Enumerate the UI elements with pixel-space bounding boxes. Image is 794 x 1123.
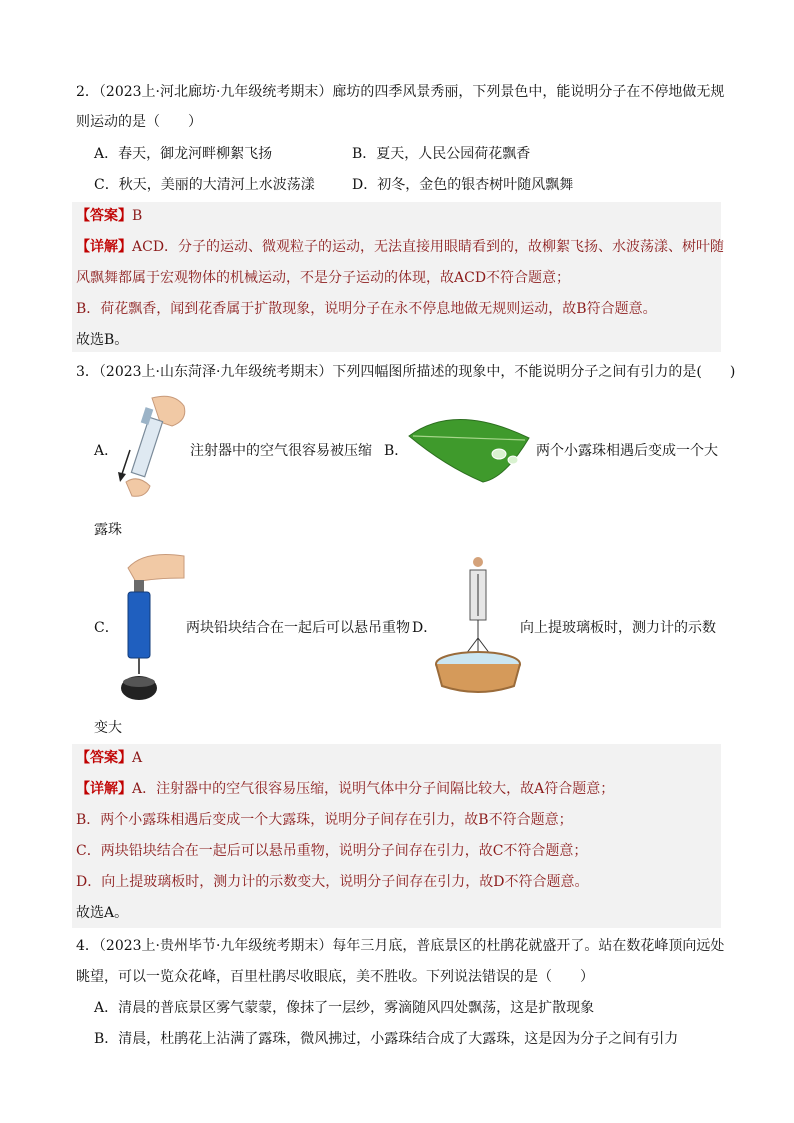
q2-answer-line — [76, 206, 718, 226]
q3-option-d-cont: 变大 — [94, 720, 122, 736]
q4-option-a: A．清晨的普底景区雾气蒙蒙，像抹了一层纱，雾滴随风四处飘荡，这是扩散现象 — [94, 1000, 595, 1016]
q2-stem-line2: 则运动的是（ ） — [76, 114, 202, 130]
syringe-figure — [112, 392, 190, 504]
q3-conclusion: 故选A。 — [76, 905, 129, 921]
answer-tag: 【答案】 — [76, 750, 132, 766]
q2-conclusion: 故选B。 — [76, 332, 129, 348]
q3-option-a-text: 注射器中的空气很容易被压缩 — [190, 443, 372, 459]
q2-detail-line1 — [76, 237, 725, 257]
q3-option-a-letter: A． — [94, 443, 119, 459]
q3-option-b-text: 两个小露珠相遇后变成一个大 — [536, 443, 718, 459]
detail-tag: 【详解】 — [76, 239, 132, 255]
q2-option-a: A．春天，御龙河畔柳絮飞扬 — [94, 146, 273, 162]
q3-stem-line1: 3．（2023上·山东菏泽·九年级统考期末）下列四幅图所描述的现象中，不能说明分子之间有引力的是( ) — [76, 364, 736, 380]
q4-stem-line2: 眺望，可以一览众花峰，百里杜鹃尽收眼底，美不胜收。下列说法错误的是（ ） — [76, 969, 594, 985]
q3-option-c-text: 两块铅块结合在一起后可以悬吊重物 — [186, 620, 410, 636]
answer-tag: 【答案】 — [76, 208, 132, 224]
q3-detail-line1 — [76, 779, 718, 799]
q3-answer-block — [72, 744, 721, 928]
q4-stem-line1: 4．（2023上·贵州毕节·九年级统考期末）每年三月底，普底景区的杜鹃花就盛开了。站在数花峰顶向远处 — [76, 938, 725, 954]
detail-text: A．注射器中的空气很容易压缩，说明气体中分子间隔比较大，故A符合题意； — [132, 781, 615, 797]
answer-value: A — [132, 750, 143, 766]
q3-option-d-letter: D． — [412, 620, 438, 636]
q2-option-b: B．夏天，人民公园荷花飘香 — [352, 146, 531, 162]
q2-option-c: C．秋天，美丽的大清河上水波荡漾 — [94, 177, 315, 193]
q3-option-c-letter: C． — [94, 620, 119, 636]
q2-detail-line3: B．荷花飘香，闻到花香属于扩散现象，说明分子在永不停息地做无规则运动，故B符合题意。 — [76, 301, 657, 317]
lead-blocks-figure — [114, 548, 186, 704]
q3-answer-line — [76, 748, 718, 768]
q2-option-d: D．初冬，金色的银杏树叶随风飘舞 — [352, 177, 574, 193]
q3-option-b-letter: B． — [384, 443, 409, 459]
detail-text: ACD．分子的运动、微观粒子的运动，无法直接用眼睛看到的，故柳絮飞扬、水波荡漾、树叶随 — [132, 239, 725, 255]
leaf-dewdrop-figure — [405, 408, 535, 486]
q3-detail-line2: B．两个小露珠相遇后变成一个大露珠，说明分子间存在引力，故B不符合题意； — [76, 812, 573, 828]
q3-option-d-text: 向上提玻璃板时，测力计的示数 — [520, 620, 716, 636]
answer-value: B — [132, 208, 143, 224]
q2-detail-line2: 风飘舞都属于宏观物体的机械运动，不是分子运动的体现，故ACD不符合题意； — [76, 270, 571, 286]
q4-option-b: B．清晨，杜鹃花上沾满了露珠，微风拂过，小露珠结合成了大露珠，这是因为分子之间有引力 — [94, 1031, 679, 1047]
spring-scale-glass-figure — [432, 552, 522, 700]
q3-detail-line3: C．两块铅块结合在一起后可以悬吊重物，说明分子间存在引力，故C不符合题意； — [76, 843, 588, 859]
q2-stem-line1: 2．（2023上·河北廊坊·九年级统考期末）廊坊的四季风景秀丽，下列景色中，能说明分子在不停地做无规 — [76, 84, 725, 100]
q3-detail-line4: D．向上提玻璃板时，测力计的示数变大，说明分子间存在引力，故D不符合题意。 — [76, 874, 589, 890]
q3-option-b-cont: 露珠 — [94, 522, 122, 538]
detail-tag: 【详解】 — [76, 781, 132, 797]
